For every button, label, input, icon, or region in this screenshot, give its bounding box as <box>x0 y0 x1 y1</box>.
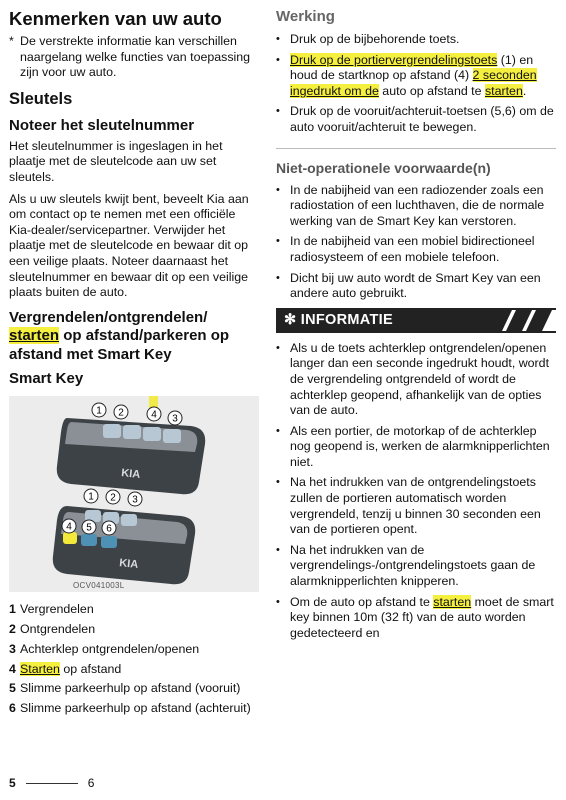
key1-label-4: 4 <box>151 409 157 421</box>
smart-key-drawing <box>9 396 259 592</box>
disclaimer-note <box>9 34 259 81</box>
highlight-starten-list: Starten <box>20 661 60 676</box>
list-item: 4 Starten op afstand <box>9 661 122 676</box>
list-item: 3 Achterklep ontgrendelen/openen <box>9 641 200 656</box>
non-operational-heading: Niet-operationele voorwaarde(n) <box>276 159 491 176</box>
key2-label-2: 2 <box>110 492 116 504</box>
key1-label-3: 3 <box>172 413 178 425</box>
footer-rule <box>26 783 78 784</box>
list-item: • Als u de toets achterklep ontgrendelen/openen langer dan een seconde ingedrukt houdt, wordt de vergrendeling ontgrendeld of wordt de achterklep geopend, afhankelijk van de opties van de auto. <box>276 340 550 418</box>
section-divider <box>276 148 556 149</box>
button-unlock <box>123 425 141 439</box>
button-remote-start-highlight <box>63 532 77 544</box>
information-list <box>276 341 556 642</box>
key2-label-6: 6 <box>106 523 112 535</box>
key2-label-3: 3 <box>132 494 138 506</box>
remote-lock-heading: Vergrendelen/ontgrendelen/ starten op afstand/parkeren op afstand met Smart Key <box>9 308 230 363</box>
smart-key-heading: Smart Key <box>9 370 84 388</box>
svg-text:KIA: KIA <box>120 467 141 482</box>
button-remote-start <box>143 427 161 441</box>
smart-key-illustration <box>9 396 259 592</box>
highlight-starten: starten <box>484 83 523 98</box>
list-item: • Na het indrukken van de vergrendelings-/ontgrendelingstoets gaan de alarmknipperlichten knipperen. <box>276 542 536 589</box>
highlight-starten-heading: starten <box>9 327 60 345</box>
list-item: • Druk op de bijbehorende toets. <box>276 32 460 46</box>
key-fob-top <box>57 396 205 494</box>
key-fob-bottom <box>53 506 195 584</box>
list-item: 1 Vergrendelen <box>9 602 94 617</box>
page-title: Kenmerken van uw auto <box>9 8 222 29</box>
highlight-door-lock: Druk op de portiervergrendelingstoets <box>290 52 498 67</box>
list-item: • In de nabijheid van een mobiel bidirectioneel radiosysteem of een mobiele telefoon. <box>276 234 535 264</box>
non-operational-list <box>276 183 556 302</box>
list-item: 6 Slimme parkeerhulp op afstand (achteruit) <box>9 701 251 716</box>
key2-label-4: 4 <box>66 521 72 533</box>
list-item: • Druk op de portiervergrendelingstoets (1) en houd de startknop op afstand (4) 2 seconden ingedrukt om de auto op afstand te starten. <box>276 52 537 98</box>
button-tailgate <box>163 429 181 443</box>
list-item: • Na het indrukken van de ontgrendelingstoets zullen de portieren automatisch worden vergrendeld, tenzij u binnen 30 seconden een van de portieren opent. <box>276 475 541 537</box>
note-text: De verstrekte informatie kan verschillen naargelang welke functies van toepassing zijn voor uw auto. <box>20 34 251 80</box>
left-column <box>9 8 259 721</box>
information-banner <box>276 308 556 333</box>
key2-label-5: 5 <box>86 522 92 534</box>
list-item: 2 Ontgrendelen <box>9 622 96 637</box>
list-item: • In de nabijheid van een radiozender zoals een radiostation of een luchthaven, die de normale werking van de Smart Key kan verstoren. <box>276 182 545 228</box>
key-number-paragraph: Het sleutelnummer is ingeslagen in het plaatje met de sleutelcode aan uw set sleutels. <box>9 138 223 184</box>
key1-label-1: 1 <box>96 405 102 417</box>
key2-label-1: 1 <box>88 491 94 503</box>
section-keys-heading: Sleutels <box>9 89 73 108</box>
list-item: • Om de auto op afstand te starten moet de smart key binnen 10m (32 ft) van de auto worden gedetecteerd en <box>276 594 554 640</box>
button-lock <box>103 424 121 438</box>
list-item: • Dicht bij uw auto wordt de Smart Key van een andere auto gebruikt. <box>276 270 541 301</box>
list-item: • Als een portier, de motorkap of de achterklep nog geopend is, werken de alarmknipperlichten niet. <box>276 423 550 469</box>
page-footer <box>9 776 94 790</box>
key1-label-2: 2 <box>118 407 124 419</box>
right-column <box>276 8 556 646</box>
list-item: 5 Slimme parkeerhulp op afstand (vooruit) <box>9 681 241 696</box>
lost-keys-paragraph: Als u uw sleutels kwijt bent, beveelt Kia aan om contact op te nemen met een officiële Kia-dealer/servicepartner. Verwijder het plaatje met de sleutelcode en bewaar dit op een veilige plaats. Noteer daarnaast het sleutelnummer en bewaar dit op een veilige plaats buiten de auto. <box>9 191 249 300</box>
page-number-left: 5 <box>9 776 16 790</box>
info-banner-title: ✻ INFORMATIE <box>284 311 393 328</box>
operation-list <box>276 32 556 136</box>
list-item: • Druk op de vooruit/achteruit-toetsen (5,6) om de auto vooruit/achteruit te bewegen. <box>276 104 554 134</box>
svg-text:KIA: KIA <box>118 557 139 572</box>
highlight-two-seconds: 2 seconden ingedrukt om de <box>290 68 537 98</box>
operation-heading: Werking <box>276 8 335 25</box>
key-number-heading: Noteer het sleutelnummer <box>9 116 195 134</box>
highlight-starten-info: starten <box>433 594 472 609</box>
figure-code: OCV041003L <box>73 581 125 591</box>
page-number-right: 6 <box>87 776 95 790</box>
note-star: * <box>9 34 14 48</box>
key-button-list <box>9 602 259 717</box>
